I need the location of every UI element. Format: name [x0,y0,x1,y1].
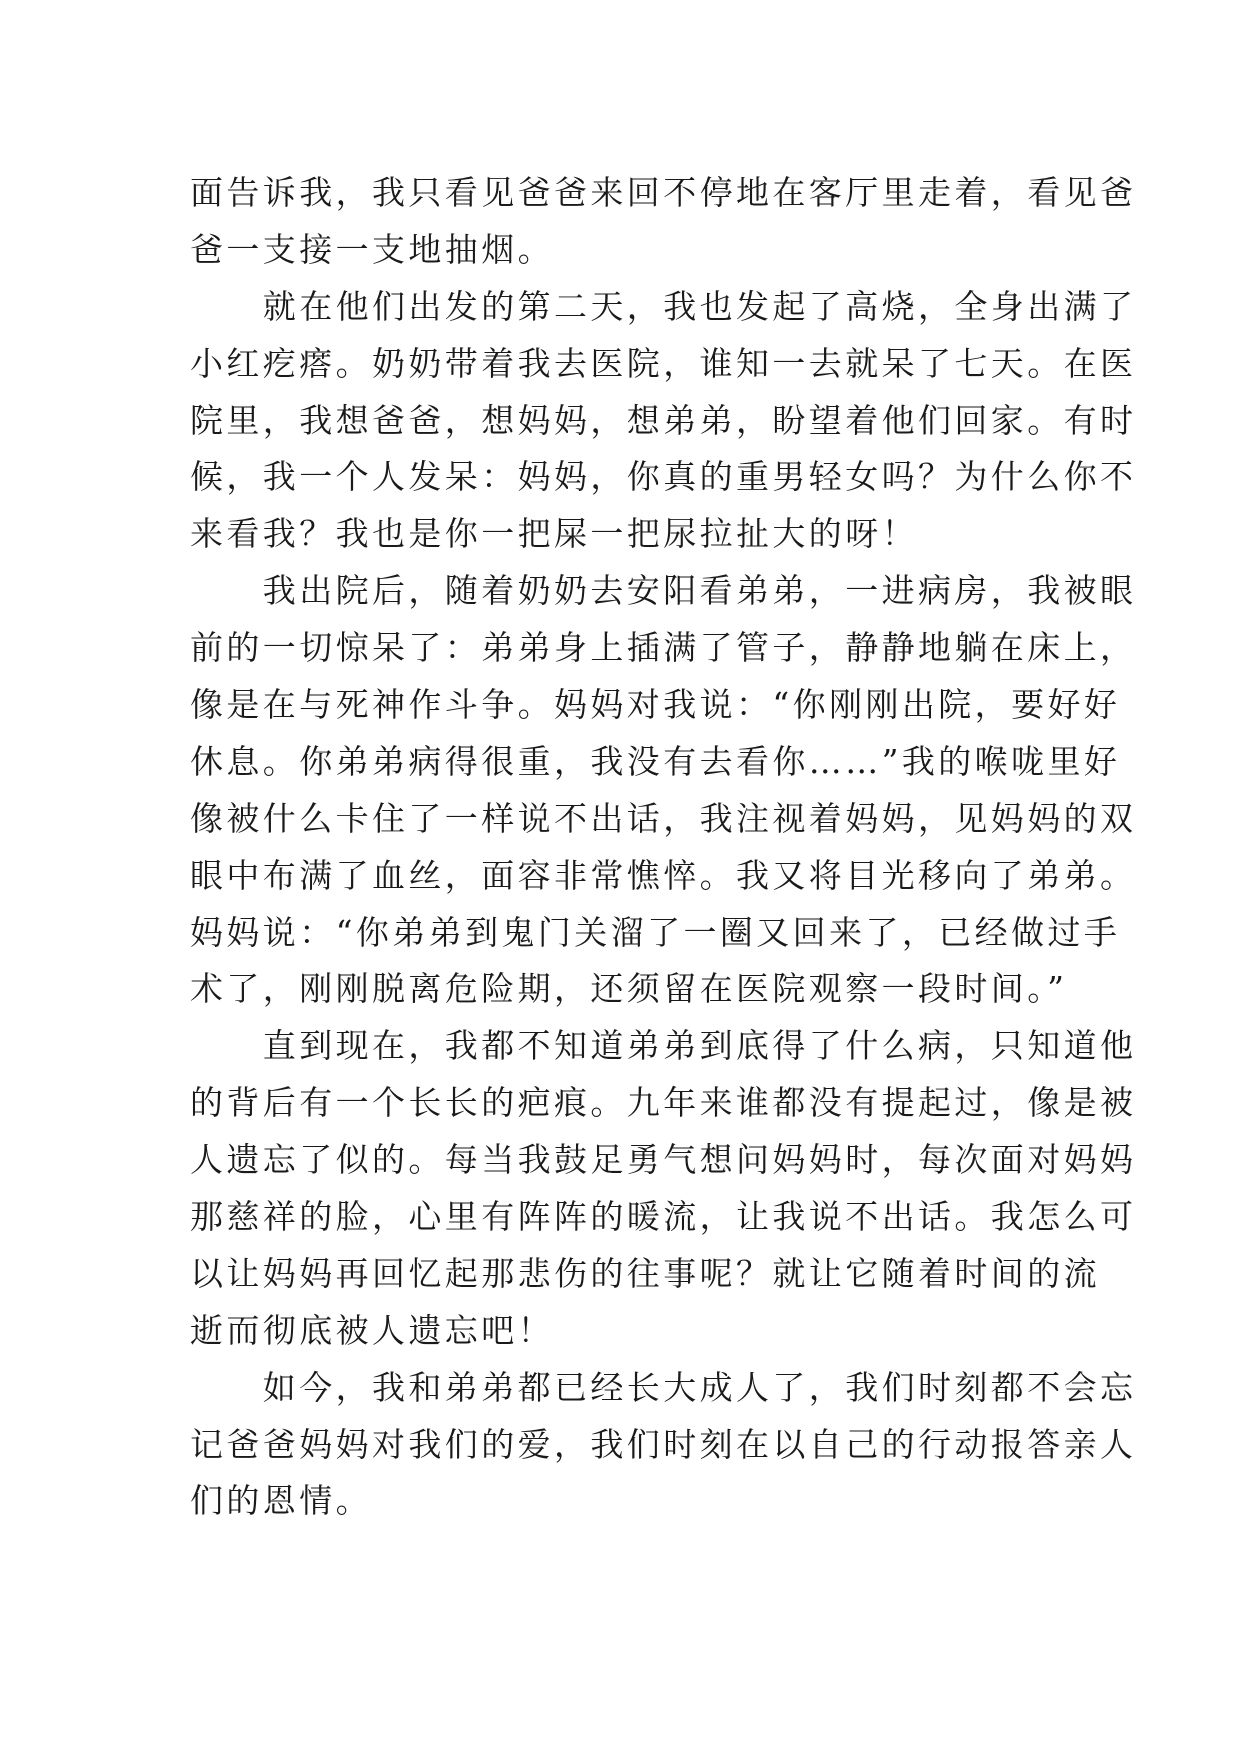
body-text [190,165,1137,1530]
text-line: 来看我？我也是你一把屎一把尿拉扯大的呀！ [190,514,918,554]
text-line: 如今，我和弟弟都已经长大成人了，我们时刻都不会忘 [190,1367,1137,1407]
text-line: 像被什么卡住了一样说不出话，我注视着妈妈，见妈妈的双 [190,798,1137,838]
text-line: 那慈祥的脸，心里有阵阵的暖流，让我说不出话。我怎么可 [190,1197,1137,1237]
text-line: 就在他们出发的第二天，我也发起了高烧，全身出满了 [190,286,1137,326]
text-line: 面告诉我，我只看见爸爸来回不停地在客厅里走着，看见爸 [190,173,1137,212]
text-line: 记爸爸妈妈对我们的爱，我们时刻在以自己的行动报答亲人 [190,1424,1137,1464]
text-line: 们的恩情。 [190,1481,372,1521]
text-line: 爸一支接一支地抽烟。 [190,229,554,269]
text-line: 前的一切惊呆了：弟弟身上插满了管子，静静地躺在床上， [190,628,1137,668]
text-line: 以让妈妈再回忆起那悲伤的往事呢？就让它随着时间的流 [190,1253,1100,1293]
text-line: 眼中布满了血丝，面容非常憔悴。我又将目光移向了弟弟。 [190,855,1137,895]
text-line: 院里，我想爸爸，想妈妈，想弟弟，盼望着他们回家。有时 [190,400,1137,440]
text-line: 我出院后，随着奶奶去安阳看弟弟，一进病房，我被眼 [190,571,1137,611]
text-line: 人遗忘了似的。每当我鼓足勇气想问妈妈时，每次面对妈妈 [190,1140,1137,1180]
text-line: 休息。你弟弟病得很重，我没有去看你……”我的喉咙里好 [190,741,1121,781]
text-line: 妈妈说：“你弟弟到鬼门关溜了一圈又回来了，已经做过手 [190,912,1121,952]
text-line: 候，我一个人发呆：妈妈，你真的重男轻女吗？为什么你不 [190,457,1137,497]
text-line: 小红疙瘩。奶奶带着我去医院，谁知一去就呆了七天。在医 [190,343,1137,383]
text-line: 术了，刚刚脱离危险期，还须留在医院观察一段时间。” [190,969,1068,1009]
text-line: 像是在与死神作斗争。妈妈对我说：“你刚刚出院，要好好 [190,685,1121,725]
text-line: 的背后有一个长长的疤痕。九年来谁都没有提起过，像是被 [190,1083,1137,1123]
text-line: 逝而彻底被人遗忘吧！ [190,1310,554,1350]
text-line: 直到现在，我都不知道弟弟到底得了什么病，只知道他 [190,1026,1137,1066]
